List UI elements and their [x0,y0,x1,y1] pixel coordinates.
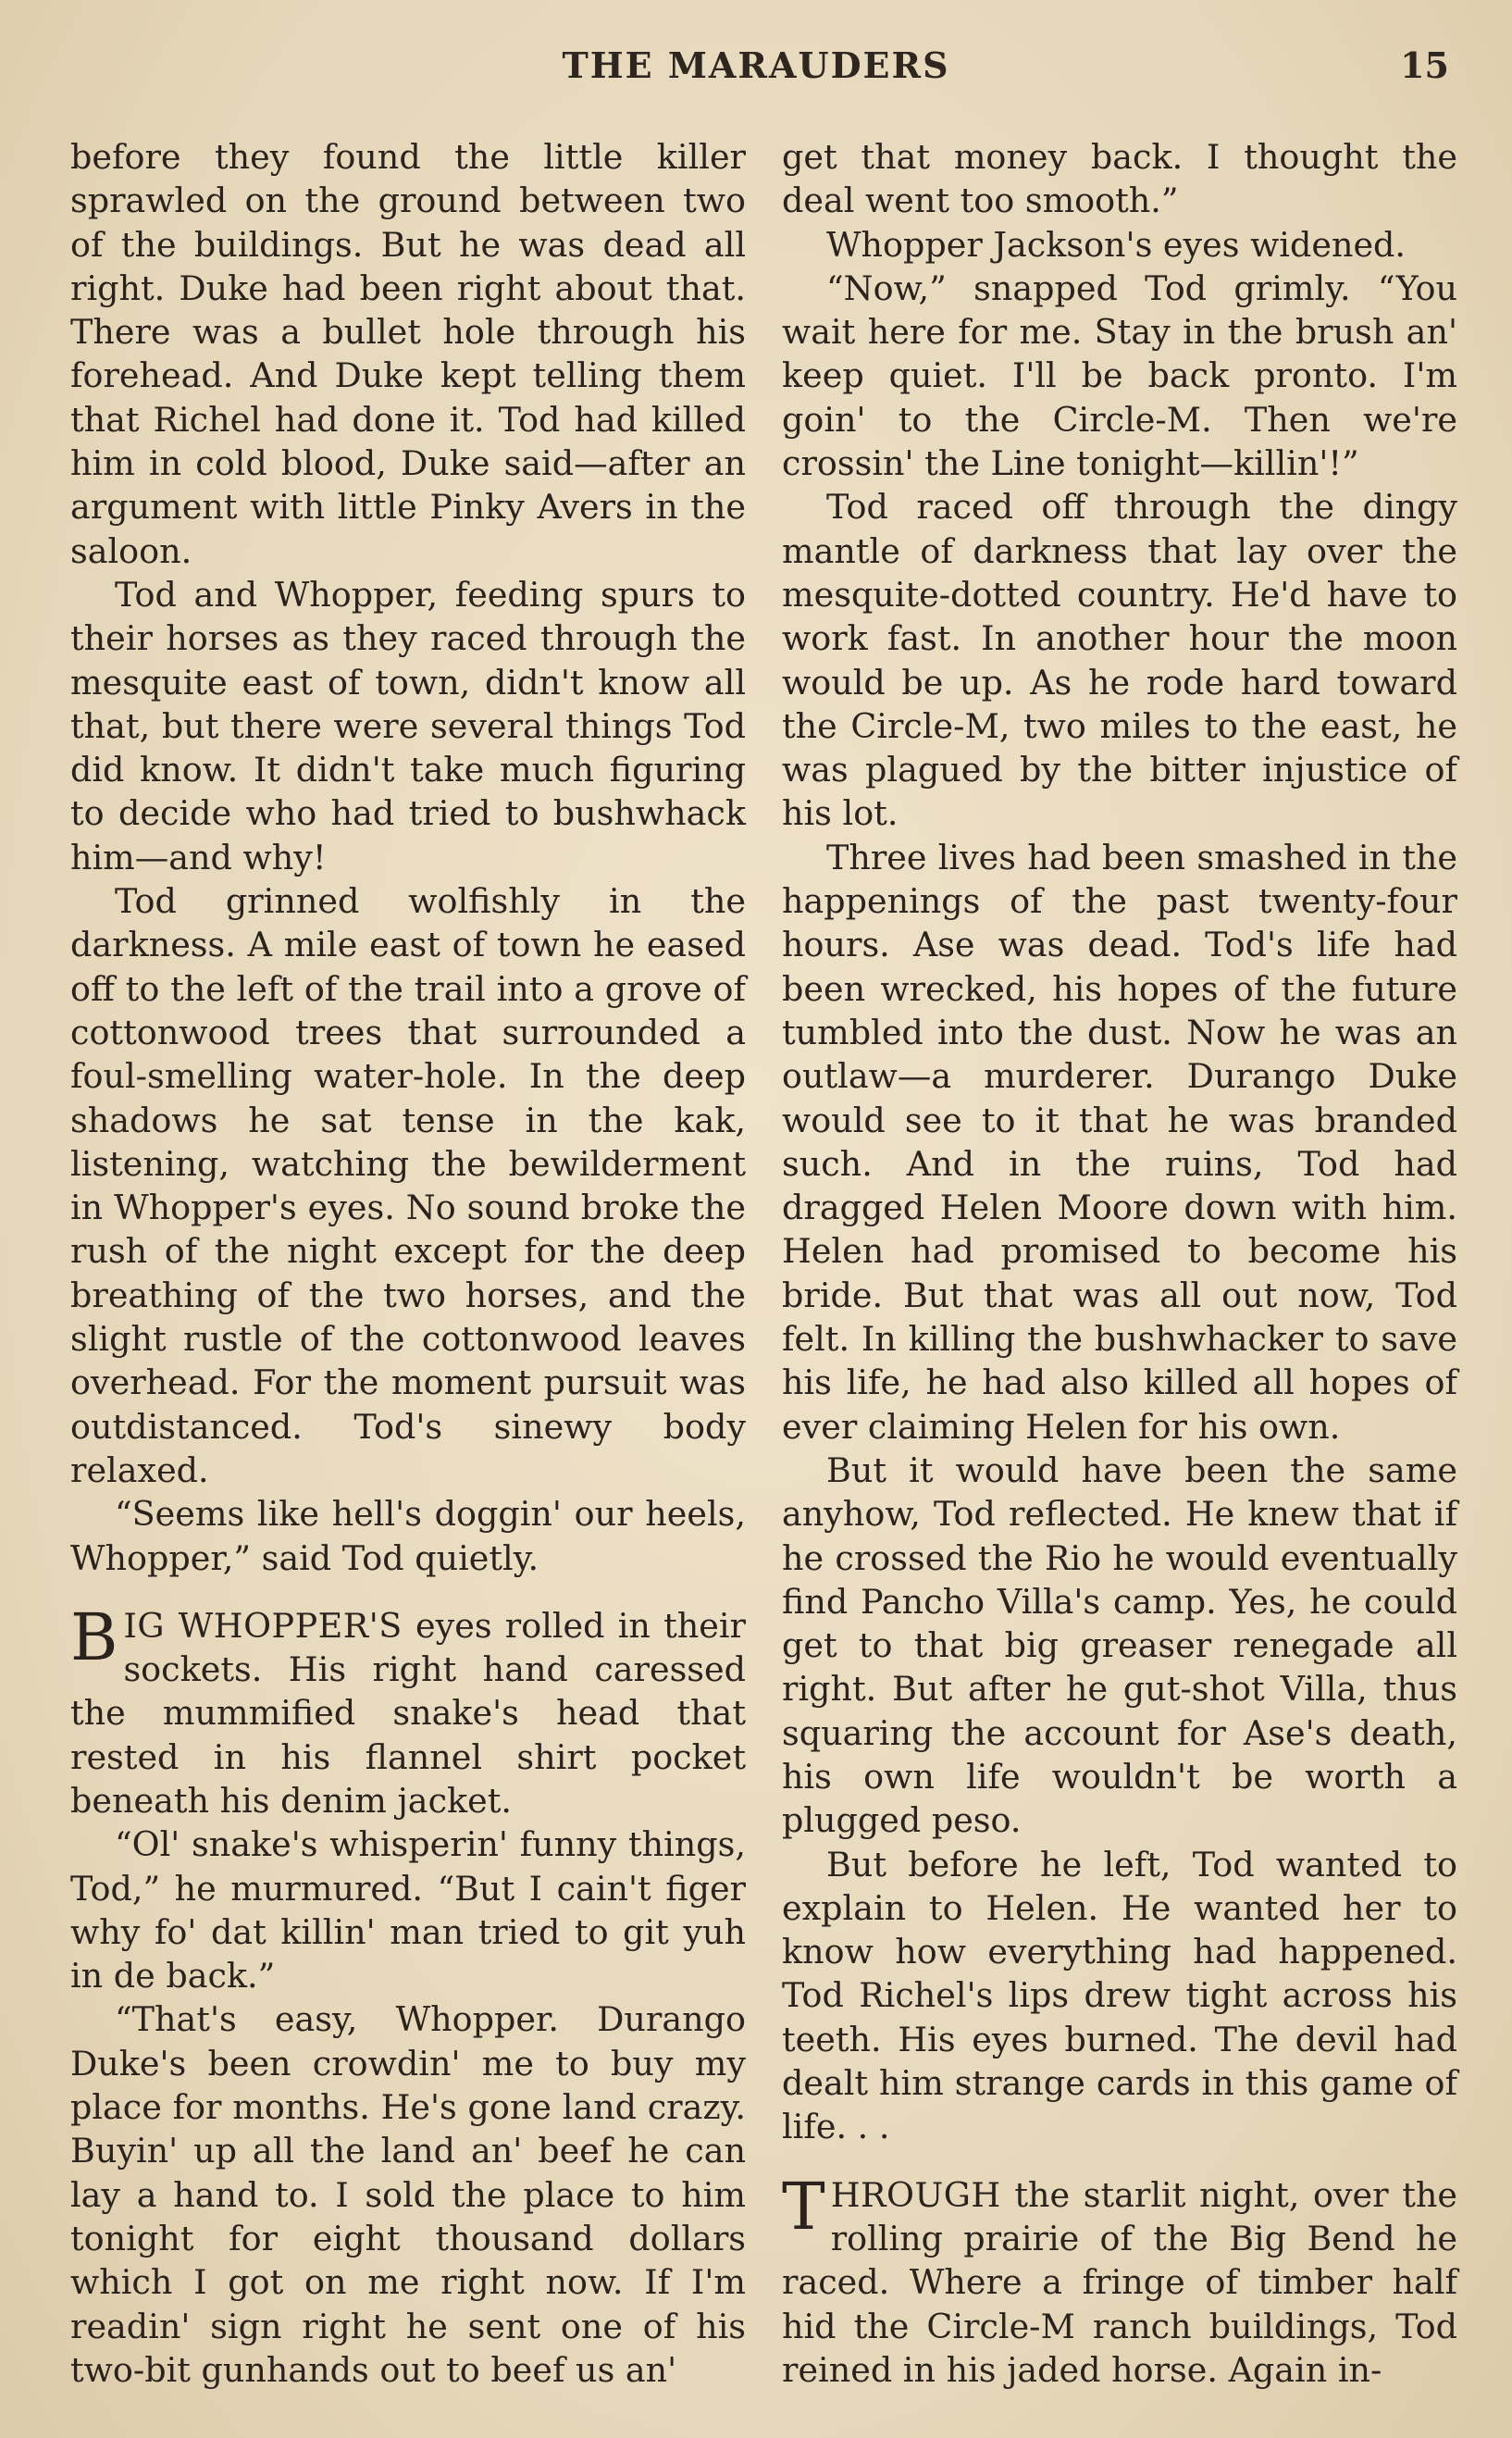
paragraph: “Now,” snapped Tod grimly. “You wait here for me. Stay in the brush an' keep quiet. I'll be back pronto. I'm goin' to the Circle-M. Then we're crossin' the Line tonight—killin'!” [782,267,1457,484]
paragraph: Three lives had been smashed in the happenings of the past twenty-four hours. Ase was dead. Tod's life had been wrecked, his hopes of the future tumbled into the dust. Now he was an outlaw—a murderer. Durango Duke would see to it that he was branded such. And in the ruins, Tod had dragged Helen Moore down with him. Helen had promised to become his bride. But that was all out now, Tod felt. In killing the bushwhacker to save his life, he had also killed all hopes of ever claiming Helen for his own. [782,837,1457,1447]
right-column [782,135,1457,2392]
lead-in: IG WHOPPER'S [123,1605,403,1646]
lead-in: HROUGH [830,2174,1001,2215]
paragraph-text: the starlit night, over the rolling prairie of the Big Bend he raced. Where a fringe of timber half hid the Circle-M ranch buildings, Tod reined in his jaded horse. Again in- [782,2174,1457,2390]
paragraph: Whopper Jackson's eyes widened. [826,224,1407,265]
drop-cap: T [782,2168,825,2245]
paragraph: “Seems like hell's doggin' our heels, Whopper,” said Tod quietly. [70,1494,746,1578]
paragraph: But before he left, Tod wanted to explain to Helen. He wanted her to know how everything had happened. Tod Richel's lips drew tight across his teeth. His eyes burned. The devil had dealt him strange cards in this game of life. . . [782,1844,1457,2147]
paragraph: Tod raced off through the dingy mantle of darkness that lay over the mesquite-dotted country. He'd have to work fast. In another hour the moon would be up. As he rode hard toward the Circle-M, two miles to the east, he was plagued by the bitter injustice of his lot. [782,487,1457,834]
paragraph: But it would have been the same anyhow, Tod reflected. He knew that if he crossed the Rio he would eventually find Pancho Villa's camp. Yes, he could get to that big greaser renegade all right. But after he gut-shot Villa, thus squaring the account for Ase's death, his own life wouldn't be worth a plugged peso. [782,1449,1457,1841]
section-paragraph [70,1598,746,1822]
page-number: 15 [1400,44,1449,86]
page-title: THE MARAUDERS [562,44,950,86]
paragraph: before they found the little killer sprawled on the ground between two of the buildings. But he was dead all right. Duke had been right about that. There was a bullet hole through his forehead. And Duke kept telling them that Richel had done it. Tod had killed him in cold blood, Duke said—after an argument with little Pinky Avers in the saloon. [70,137,746,571]
left-column [70,135,746,2392]
paragraph: Tod and Whopper, feeding spurs to their horses as they raced through the mesquite east of town, didn't know all that, but there were several things Tod did know. It didn't take much figuring to decide who had tried to bushwhack him—and why! [70,574,746,877]
drop-cap: B [70,1598,118,1675]
paragraph: get that money back. I thought the deal went too smooth.” [782,137,1457,221]
section-paragraph [782,2168,1457,2392]
paragraph: “Ol' snake's whisperin' funny things, Tod,” he murmured. “But I cain't figer why fo' dat killin' man tried to git yuh in de back.” [70,1824,746,1996]
paragraph: Tod grinned wolfishly in the darkness. A mile east of town he eased off to the left of the trail into a grove of cottonwood trees that surrounded a foul-smelling water-hole. In the deep shadows he sat tense in the kak, listening, watching the bewilderment in Whopper's eyes. No sound broke the rush of the night except for the deep breathing of the two horses, and the slight rustle of the cottonwood leaves overhead. For the moment pursuit was outdistanced. Tod's sinewy body relaxed. [70,881,746,1490]
running-head [0,44,1512,100]
paragraph-text: eyes rolled in their sockets. His right hand caressed the mummified snake's head that rested in his flannel shirt pocket beneath his denim jacket. [70,1605,746,1821]
paragraph: “That's easy, Whopper. Durango Duke's been crowdin' me to buy my place for months. He's gone land crazy. Buyin' up all the land an' beef he can lay a hand to. I sold the place to him tonight for eight thousand dollars which I got on me right now. If I'm readin' sign right he sent one of his two-bit gunhands out to beef us an' [70,1999,746,2390]
